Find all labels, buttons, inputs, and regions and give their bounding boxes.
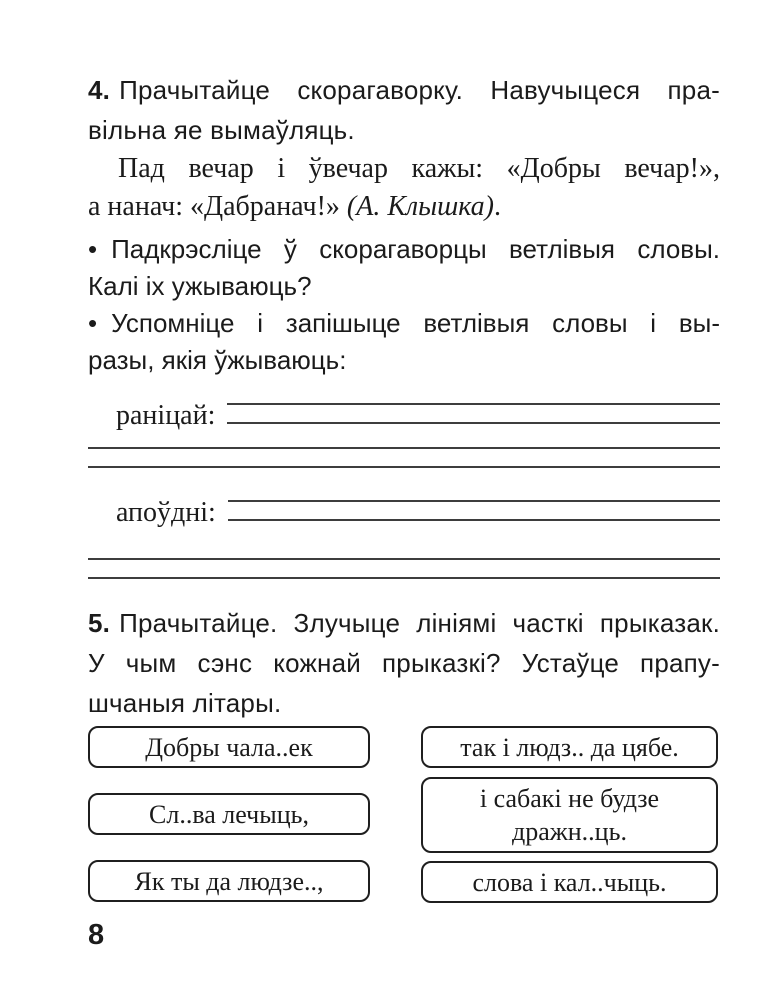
exercise-5-instruction-line-3: шчаныя літары. — [88, 688, 282, 718]
bullet-marker: • — [88, 308, 98, 338]
proverb-end-box: слова і кал..чыць. — [421, 861, 718, 903]
proverb-starts-column — [88, 726, 370, 903]
page-number: 8 — [88, 919, 105, 951]
writing-line — [228, 500, 720, 521]
proverb-start-box: Як ты да людзе.., — [88, 860, 370, 902]
tongue-twister — [88, 150, 720, 226]
exercise-4-instruction-text-1: Прачытайце скорагаворку. Навучыцеся пра- — [119, 75, 720, 105]
proverb-start-box: Сл..ва лечыць, — [88, 793, 370, 835]
task-2-line-1: • Успомніце і запішыце ветлівыя словы і вы- — [88, 308, 720, 338]
exercise-4-number: 4. — [88, 75, 111, 105]
proverb-end-box: так і людз.. да цябе. — [421, 726, 718, 768]
label-morning: раніцай: — [116, 400, 216, 431]
exercise-4-tasks — [88, 231, 720, 379]
author-attribution: (А. Клышка) — [346, 191, 494, 222]
exercise-5-instruction — [88, 603, 720, 723]
writing-line — [227, 403, 720, 424]
task-2-line-2: разы, якія ўжываюць: — [88, 345, 347, 375]
proverb-ends-column — [421, 726, 718, 903]
exercise-4-instruction-line-2: вільна яе вымаўляць. — [88, 115, 355, 145]
task-1-line-1: • Падкрэсліце ў скорагаворцы ветлівыя словы. — [88, 234, 720, 264]
writing-line — [88, 447, 720, 468]
task-1-line-2: Калі іх ужываюць? — [88, 271, 312, 301]
writing-row-morning — [88, 395, 720, 431]
exercise-4-instruction-line-1 — [88, 70, 720, 110]
writing-row-noon — [88, 492, 720, 528]
bullet-marker: • — [88, 234, 98, 264]
label-noon: апоўдні: — [116, 497, 216, 528]
tongue-twister-line-1: Пад вечар і ўвечар кажы: «Добры вечар!», — [118, 153, 720, 184]
exercise-5-instruction-line-1: 5. Прачытайце. Злучыце лініямі часткі прыказак. — [88, 608, 720, 638]
proverb-end-box: і сабакі не будзе дражн..ць. — [421, 777, 718, 853]
proverb-matching — [88, 726, 720, 903]
exercise-5-instruction-line-2: У чым сэнс кожнай прыказкі? Устаўце прапу- — [88, 648, 720, 678]
proverb-start-box: Добры чала..ек — [88, 726, 370, 768]
writing-line — [88, 558, 720, 579]
tongue-twister-line-2: а нанач: «Дабранач!» (А. Клышка). — [88, 191, 501, 222]
exercise-4-instruction — [88, 70, 720, 150]
exercise-5-number: 5. — [88, 608, 111, 638]
